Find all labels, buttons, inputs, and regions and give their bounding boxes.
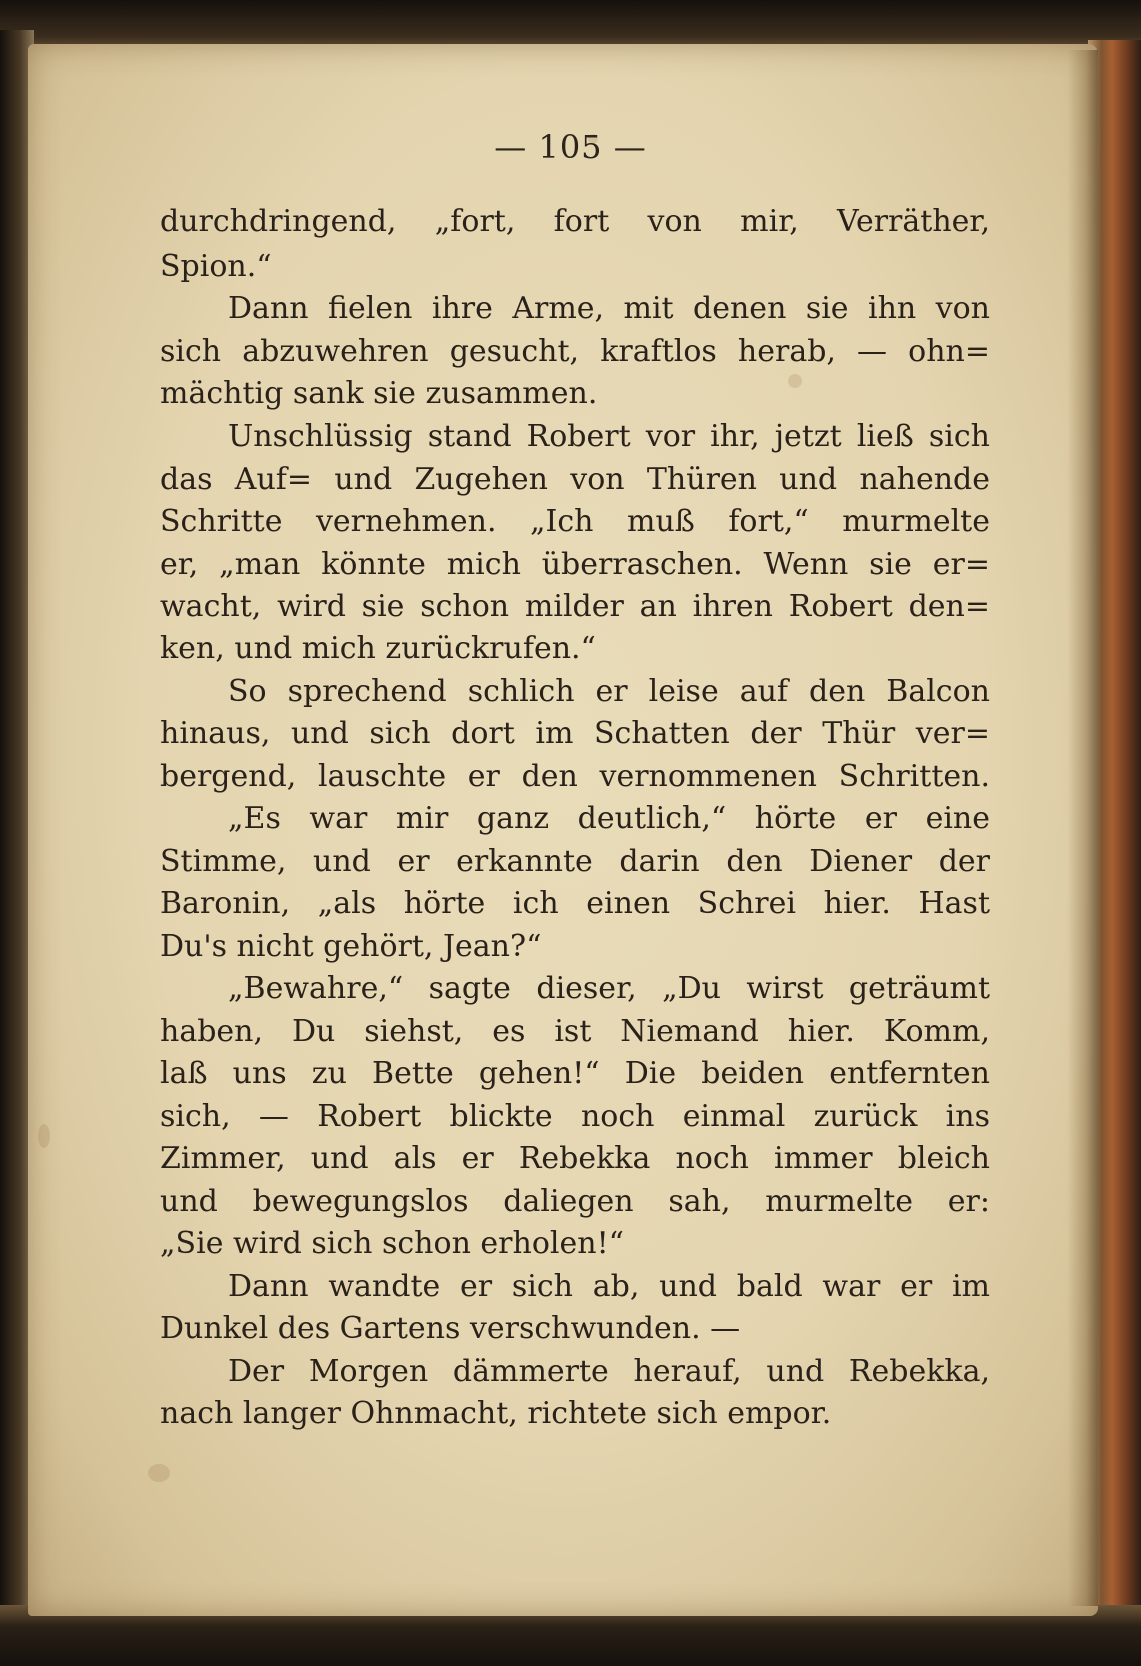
- text-line: Spion.“: [160, 249, 272, 284]
- text-line: laß uns zu Bette gehen!“ Die beiden entfernten: [160, 1056, 990, 1091]
- text-line: Dunkel des Gartens verschwunden. —: [160, 1311, 741, 1346]
- text-line: sich, — Robert blickte noch einmal zurück ins: [160, 1099, 990, 1134]
- text-line: sich abzuwehren gesucht, kraftlos herab, — ohn=: [160, 334, 990, 369]
- text-line: mächtig sank sie zusammen.: [160, 376, 598, 411]
- paper-stain: [38, 1124, 50, 1148]
- text-line: Stimme, und er erkannte darin den Diener der: [160, 844, 990, 879]
- text-line: durchdringend, „fort, fort von mir, Verräther,: [160, 204, 990, 239]
- text-line: Unschlüssig stand Robert vor ihr, jetzt ließ sich: [228, 419, 990, 454]
- text-line: bergend, lauschte er den vernommenen Schritten.: [160, 759, 990, 794]
- text-line: haben, Du siehst, es ist Niemand hier. Komm,: [160, 1014, 990, 1049]
- text-line: ken, und mich zurückrufen.“: [160, 631, 596, 666]
- text-line: „Es war mir ganz deutlich,“ hörte er eine: [228, 801, 990, 836]
- text-line: Der Morgen dämmerte herauf, und Rebekka,: [228, 1354, 990, 1389]
- page-edge-shadow: [1068, 50, 1098, 1606]
- text-line: hinaus, und sich dort im Schatten der Thür ver=: [160, 716, 990, 751]
- text-line: Dann wandte er sich ab, und bald war er im: [228, 1269, 990, 1304]
- text-line: Du's nicht gehört, Jean?“: [160, 929, 542, 964]
- text-line: das Auf= und Zugehen von Thüren und nahende: [160, 462, 990, 497]
- text-line: wacht, wird sie schon milder an ihren Robert den=: [160, 589, 990, 624]
- text-line: „Bewahre,“ sagte dieser, „Du wirst geträumt: [228, 971, 990, 1006]
- text-line: Dann fielen ihre Arme, mit denen sie ihn von: [228, 291, 990, 326]
- page-number: — 105 —: [494, 128, 647, 166]
- paper-stain: [148, 1464, 170, 1482]
- text-line: „Sie wird sich schon erholen!“: [160, 1226, 624, 1261]
- text-line: und bewegungslos daliegen sah, murmelte er:: [160, 1184, 990, 1219]
- text-line: nach langer Ohnmacht, richtete sich empor.: [160, 1396, 832, 1431]
- text-line: er, „man könnte mich überraschen. Wenn sie er=: [160, 547, 990, 582]
- text-line: Schritte vernehmen. „Ich muß fort,“ murmelte: [160, 504, 990, 539]
- text-line: So sprechend schlich er leise auf den Balcon: [228, 674, 990, 709]
- text-line: Baronin, „als hörte ich einen Schrei hier. Hast: [160, 886, 990, 921]
- text-line: Zimmer, und als er Rebekka noch immer bleich: [160, 1141, 990, 1176]
